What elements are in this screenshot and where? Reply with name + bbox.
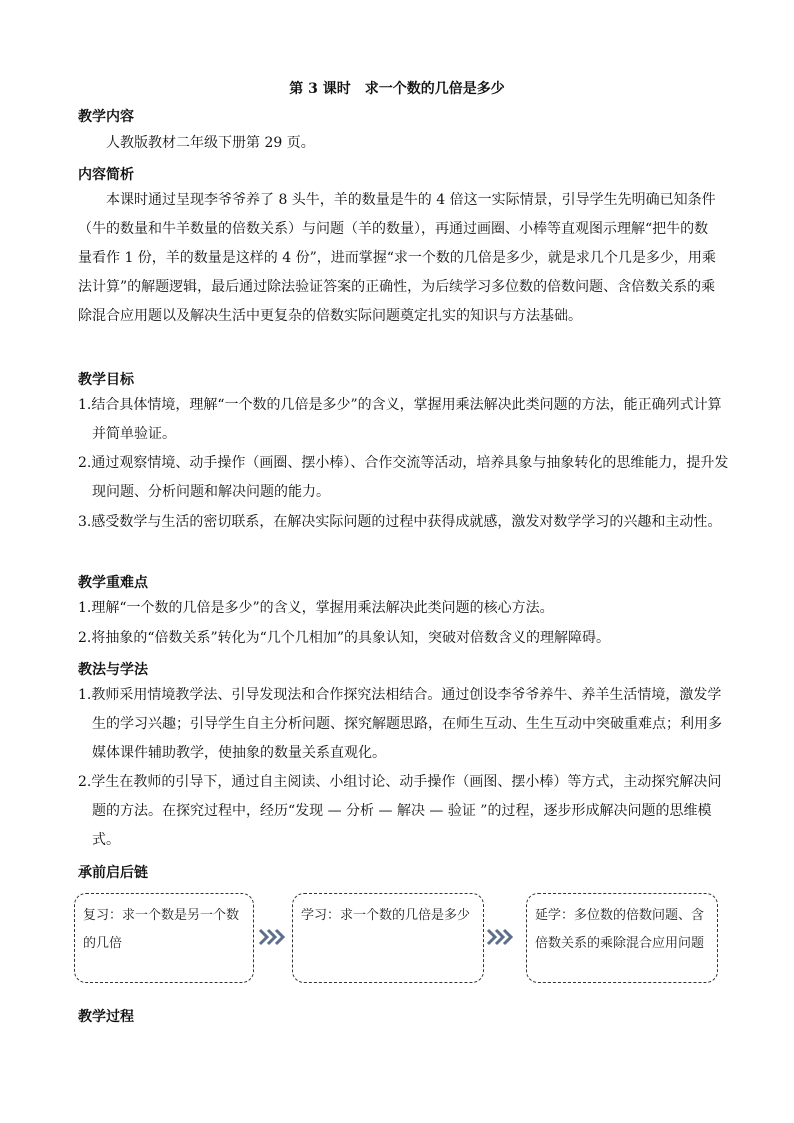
heading-link-chain: 承前启后链 xyxy=(78,865,148,881)
goal-item-3: 3.感受数学与生活的密切联系，在解决实际问题的过程中获得成就感，激发对数学学习的兴趣和主动性。 xyxy=(78,514,722,530)
heading-methods: 教法与学法 xyxy=(78,662,148,678)
key-point-2: 2.将抽象的“倍数关系”转化为“几个几相加”的具象认知，突破对倍数含义的理解障碍。 xyxy=(78,630,610,646)
method-item-2: 2.学生在教师的引导下，通过自主阅读、小组讨论、动手操作（画图、摆小棒）等方式，主动探究解决问题的方法。在探究过程中，经历“发现 — 分析 — 解决 — 验证 ”的过程，逐步形成解决问题的思维模式。 xyxy=(78,774,722,848)
link-box-review: 复习：求一个数是另一个数的几倍 xyxy=(74,893,254,983)
heading-teaching-content: 教学内容 xyxy=(78,109,134,125)
content-summary-text: 本课时通过呈现李爷爷养了 8 头牛，羊的数量是牛的 4 倍这一实际情景，引导学生先明确已知条件（牛的数量和牛羊数量的倍数关系）与问题（羊的数量），再通过画圈、小棒等直观图示理解“把牛的数量看作 1 份，羊的数量是这样的 4 份”，进而掌握“求一个数的几倍是多少，就是求几个几是多少，用乘法计算”的解题逻辑，最后通过除法验证答案的正确性，为后续学习多位数的倍数问题、含倍数关系的乘除混合应用题以及解决生活中更复杂的倍数实际问题奠定扎实的知识与方法基础。 xyxy=(78,192,716,324)
heading-key-points: 教学重难点 xyxy=(78,575,148,591)
method-item-1: 1.教师采用情境教学法、引导发现法和合作探究法相结合。通过创设李爷爷养牛、养羊生活情境，激发学生的学习兴趣；引导学生自主分析问题、探究解题思路，在师生互动、生生互动中突破重难点；利用多媒体课件辅助教学，使抽象的数量关系直观化。 xyxy=(78,687,722,761)
link-box-learn: 学习：求一个数的几倍是多少 xyxy=(292,893,484,983)
teaching-content-text: 人教版教材二年级下册第 29 页。 xyxy=(106,135,315,151)
key-point-1: 1.理解“一个数的几倍是多少”的含义，掌握用乘法解决此类问题的核心方法。 xyxy=(78,600,554,616)
heading-teaching-goals: 教学目标 xyxy=(78,372,134,388)
goal-item-2: 2.通过观察情境、动手操作（画圈、摆小棒）、合作交流等活动，培养具象与抽象转化的思维能力，提升发现问题、分析问题和解决问题的能力。 xyxy=(78,455,729,500)
heading-content-summary: 内容简析 xyxy=(78,167,134,183)
link-box-extend: 延学：多位数的倍数问题、含倍数关系的乘除混合应用问题 xyxy=(526,893,718,983)
page-title: 第 3 课时 求一个数的几倍是多少 xyxy=(289,81,505,97)
heading-teaching-process: 教学过程 xyxy=(78,1009,134,1025)
goal-item-1: 1.结合具体情境，理解“一个数的几倍是多少”的含义，掌握用乘法解决此类问题的方法，能正确列式计算并简单验证。 xyxy=(78,397,722,442)
double-chevron-icon xyxy=(258,928,288,946)
double-chevron-icon xyxy=(486,928,516,946)
